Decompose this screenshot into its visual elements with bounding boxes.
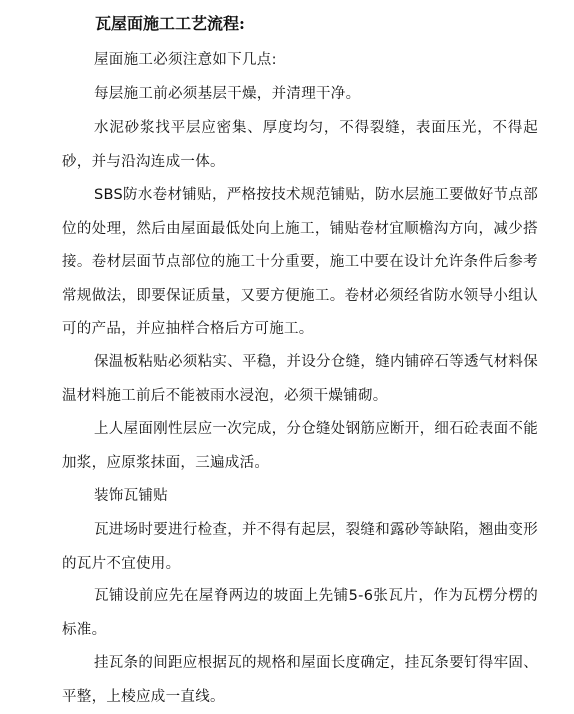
paragraph-tile-laying: 瓦铺设前应先在屋脊两边的坡面上先铺5-6张瓦片，作为瓦楞分楞的标准。	[62, 588, 538, 638]
paragraph-insulation-board: 保温板粘贴必须粘实、平稳，并设分仓缝，缝内铺碎石等透气材料保温材料施工前后不能被雨水浸泡，必须干燥铺砌。	[62, 354, 538, 404]
paragraph-sbs-membrane: SBS防水卷材铺贴，严格按技术规范铺贴，防水层施工要做好节点部位的处理，然后由屋面最低处向上施工，铺贴卷材宜顺檐沟方向，减少搭接。卷材层面节点部位的施工十分重要，施工中要在设计允许条件后参考常规做法，即要保证质量，又要方便施工。卷材必须经省防水领导小组认可的产品，并应抽样合格后方可施工。	[62, 187, 538, 337]
document-title: 瓦屋面施工工艺流程:	[95, 14, 245, 33]
paragraph-tile-batten: 挂瓦条的间距应根据瓦的规格和屋面长度确定，挂瓦条要钉得牢固、平整，上棱应成一直线。	[62, 655, 538, 705]
paragraph-tile-inspection: 瓦进场时要进行检查，并不得有起层，裂缝和露砂等缺陷，翘曲变形的瓦片不宜使用。	[62, 522, 538, 572]
paragraph-notice: 屋面施工必须注意如下几点:	[94, 52, 277, 68]
paragraph-leveling-layer: 水泥砂浆找平层应密集、厚度均匀，不得裂缝，表面压光，不得起砂，并与沿沟连成一体。	[62, 120, 538, 170]
paragraph-decorative-tile-heading: 装饰瓦铺贴	[94, 488, 168, 504]
paragraph-rigid-layer: 上人屋面刚性层应一次完成，分仓缝处钢筋应断开，细石砼表面不能加浆，应原浆抹面，三遍成活。	[62, 421, 538, 471]
paragraph-base-dry: 每层施工前必须基层干燥，并清理干净。	[94, 86, 361, 102]
